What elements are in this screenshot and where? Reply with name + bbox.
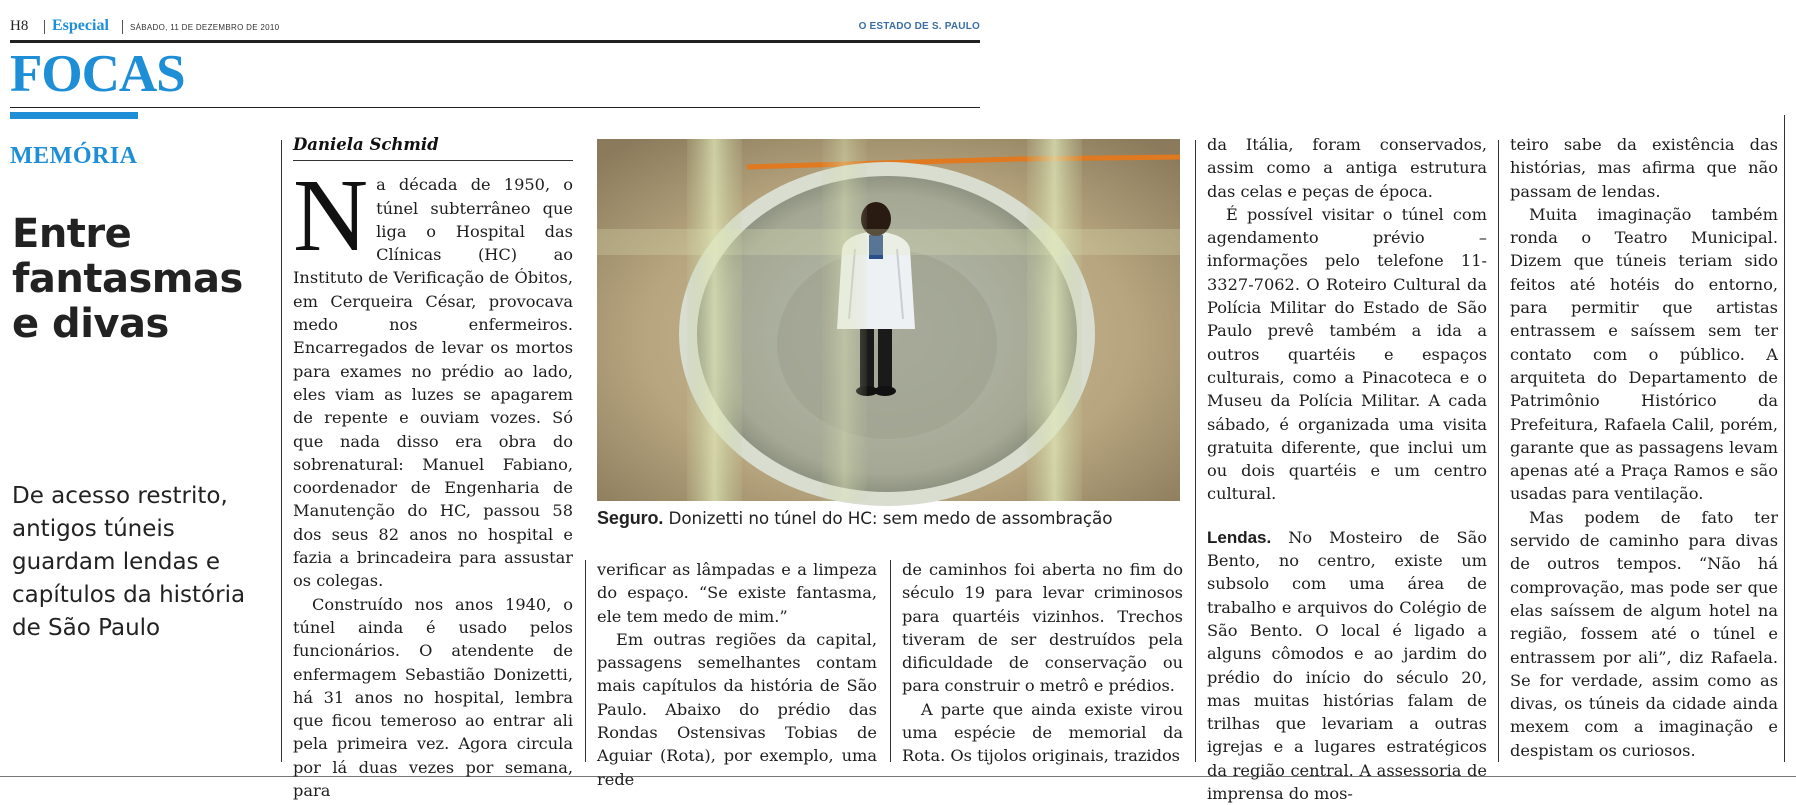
section-title: FOCAS [10,45,185,103]
section-label: Especial [52,17,109,34]
column-rule [1498,140,1499,762]
article-paragraph: de caminhos foi aberta no fim do século 19 para levar criminosos para quartéis vizinhos. Trechos tiveram de ser destruídos pela dificuldade de conservação ou para construir o metrô e prédios. [902,560,1183,696]
subhead: Lendas. [1207,527,1272,547]
article-paragraph: A parte que ainda existe virou uma espécie de memorial da Rota. Os tijolos originais, trazidos [902,699,1183,766]
article-column-3 [902,558,1183,768]
column-rule [890,560,891,762]
column-rule [281,140,282,762]
article-column-4 [1207,133,1487,805]
article-paragraph: Muita imaginação também ronda o Teatro Municipal. Dizem que túneis teriam sido feitos até hotéis do entorno, para permitir que artistas entrassem e saíssem sem ter contato com o público. A arquiteta do Departamento de Patrimônio Histórico da Prefeitura, Rafaela Calil, porém, garante que as passagens levam apenas até a Praça Ramos e são usadas para ventilação. [1510,204,1778,504]
article-column-1 [293,133,573,802]
article-paragraph: Em outras regiões da capital, passagens semelhantes contam mais capítulos da história de São Paulo. Abaixo do prédio das Rondas Ostensivas Tobias de Aguiar (Rota), por exemplo, uma rede [597,629,877,789]
page-number: H8 [10,18,29,34]
article-paragraph: Mas podem de fato ter servido de caminho para divas de outros tempos. “Não há comprovação, mas pode ser que elas saíssem de algum hotel na região, fossem até o túnel e entrassem por ali”, diz Rafaela. Se for verdade, assim como as divas, os túneis da cidade ainda mexem com a imaginação e despistam os curiosos. [1510,507,1778,760]
article-text: No Mosteiro de São Bento, no centro, existe um subsolo com uma área de trabalho e arquivos do Colégio de São Bento. O local é ligado a alguns cômodos e ao jardim do prédio do início do século 20, mas muitas histórias falam de trilhas que levariam a outras igrejas e a lugares estratégicos da região central. A assessoria de imprensa do mos- [1207,527,1487,804]
kicker: MEMÓRIA [10,143,138,169]
section-rule [10,107,980,108]
article-text: a década de 1950, o túnel subterrâneo que liga o Hospital das Clínicas (HC) ao Instituto de Verificação de Óbitos, em Cerqueira César, provocava medo nos enfermeiros. Encarregados de levar os mortos para exames no prédio ao lado, eles viam as luzes se apagarem de repente e ouviam vozes. Só que nada disso era obra do sobrenatural: Manuel Fabiano, coordenador de Engenharia de Manutenção do HC, passou 58 dos seus 82 anos no hospital e fazia a brincadeira para assustar os colegas. [293,175,573,591]
article-paragraph [1207,526,1487,805]
deck: De acesso restrito, antigos túneis guardam lendas e capítulos da história de São Paulo [12,483,246,641]
masthead [10,16,980,38]
page-bottom-rule [0,776,1796,777]
caption-lead: Seguro. [597,508,664,528]
photo-caption [597,508,1187,529]
headline: Entre fantasmas e divas [12,211,243,347]
article-column-2 [597,558,877,791]
article-paragraph: É possível visitar o túnel com agendamento prévio – informações pelo telefone 11-3327-7062. O Roteiro Cultural da Polícia Militar do Estado de São Paulo prevê também a ida a outros quartéis e espaços culturais, como a Pinacoteca e o Museu da Polícia Militar. A cada sábado, é organizada uma visita gratuita diferente, que inclui um ou dois quartéis e um centro cultural. [1207,204,1487,504]
photo-image [597,139,1180,501]
masthead-rule [10,40,980,43]
article-paragraph: teiro sabe da existência das histórias, mas afirma que não passam de lendas. [1510,135,1778,201]
issue-date: SÁBADO, 11 DE DEZEMBRO DE 2010 [130,23,280,32]
article-photo [597,139,1180,501]
masthead-divider [44,20,45,34]
article-paragraph: Construído nos anos 1940, o túnel ainda é usado pelos funcionários. O atendente de enfermagem Sebastião Donizetti, há 31 anos no hospital, lembra que ficou temeroso ao entrar ali pela primeira vez. Agora circula por lá duas vezes por semana, para [293,594,573,801]
article-paragraph: da Itália, foram conservados, assim como a antiga estrutura das celas e peças de época. [1207,135,1487,201]
byline: Daniela Schmid [293,133,573,161]
section-accent-bar [10,112,138,119]
newspaper-name: O ESTADO DE S. PAULO [858,21,980,32]
column-rule [1784,115,1785,762]
column-rule [585,560,586,762]
column-rule [1195,140,1196,762]
article-paragraph: verificar as lâmpadas e a limpeza do espaço. “Se existe fantasma, ele tem medo de mim.” [597,560,877,626]
article-column-5 [1510,133,1778,762]
masthead-divider [122,20,123,34]
caption-text: Donizetti no túnel do HC: sem medo de assombração [663,508,1113,528]
drop-cap: N [293,158,369,274]
article-paragraph [293,158,573,592]
